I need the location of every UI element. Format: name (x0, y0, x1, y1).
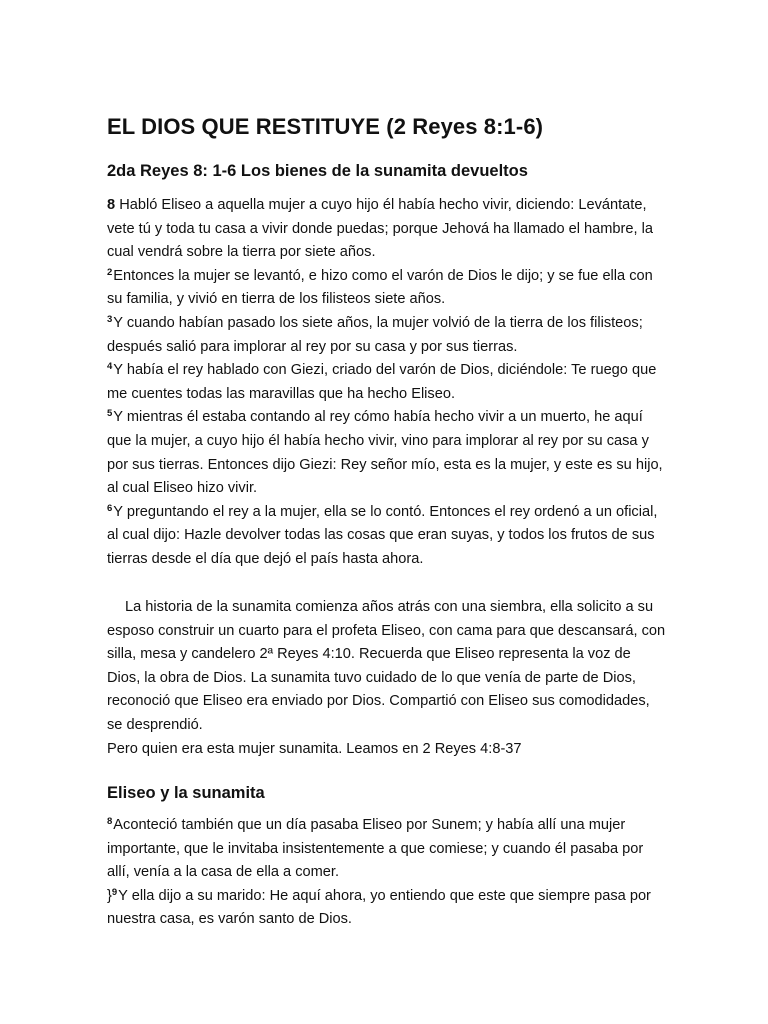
reflection-question: Pero quien era esta mujer sunamita. Leamos en 2 Reyes 4:8-37 (107, 740, 522, 757)
verse (107, 406, 667, 500)
reflection-paragraph: La historia de la sunamita comienza años atrás con una siembra, ella solicito a su esposo construir un cuarto para el profeta Eliseo, con cama para que descansará, con silla, mesa y candelero 2ª Reyes 4:10. Recuerda que Eliseo representa la voz de Dios, la obra de Dios. La sunamita tuvo cuidado de lo que venía de parte de Dios, reconoció que Eliseo era enviado por Dios. Compartió con Eliseo sus comodidades, se desprendió. (107, 599, 666, 733)
verse-number: 8 (107, 815, 113, 827)
verse-number: 2 (107, 266, 113, 278)
verse-text: Habló Eliseo a aquella mujer a cuyo hijo él había hecho vivir, diciendo: Levántate, vete tú y toda tu casa a vivir donde puedas; porque Jehová ha llamado el hambre, la cual vendrá sobre la tierra por siete años. (107, 197, 653, 261)
verse-number: 5 (107, 408, 113, 420)
verse-text: Y preguntando el rey a la mujer, ella se lo contó. Entonces el rey ordenó a un oficial, al cual dijo: Hazle devolver todas las cosas que eran suyas, y todos los frutos de sus tierras desde el día que dejó el país hasta ahora. (107, 503, 658, 567)
verse-text: Y cuando habían pasado los siete años, la mujer volvió de la tierra de los filisteos; después salió para implorar al rey por su casa y por sus tierras. (107, 314, 643, 355)
verse-number: 6 (107, 502, 113, 514)
document-title: EL DIOS QUE RESTITUYE (2 Reyes 8:1-6) (107, 114, 544, 139)
verse-number: 9 (111, 886, 118, 898)
passage-verses (107, 194, 667, 572)
verse-text: Entonces la mujer se levantó, e hizo como el varón de Dios le dijo; y se fue ella con su familia, y vivió en tierra de los filisteos siete años. (107, 267, 653, 308)
verse (107, 501, 667, 572)
verse (107, 194, 667, 265)
verse (107, 359, 667, 406)
verse-prefix: } (107, 887, 112, 904)
verse-text: Aconteció también que un día pasaba Eliseo por Sunem; y había allí una mujer importante, que le invitaba insistentemente a que comiese; y cuando él pasaba por allí, venía a la casa de ella a comer. (107, 817, 644, 881)
verse (107, 885, 667, 932)
verse-text: Y mientras él estaba contando al rey cómo había hecho vivir a un muerto, he aquí que la mujer, a cuyo hijo él había hecho vivir, vino para implorar al rey por su casa y por sus tierras. Entonces dijo Giezi: Rey señor mío, esta es la mujer, y este es su hijo, al cual Eliseo hizo vivir. (107, 409, 663, 497)
verse-text: Y ella dijo a su marido: He aquí ahora, yo entiendo que este que siempre pasa por nuestra casa, es varón santo de Dios. (107, 887, 651, 928)
verse (107, 265, 667, 312)
reflection-block (107, 596, 667, 761)
verse-text: Y había el rey hablado con Giezi, criado del varón de Dios, diciéndole: Te ruego que me cuentes todas las maravillas que ha hecho Eliseo. (107, 362, 657, 402)
verse-number: 8 (107, 197, 116, 213)
passage-heading: 2da Reyes 8: 1-6 Los bienes de la sunamita devueltos (107, 162, 528, 180)
section-heading: Eliseo y la sunamita (107, 784, 265, 802)
verse (107, 814, 667, 885)
verse-number: 3 (107, 313, 113, 325)
verse (107, 312, 667, 359)
section-verses (107, 814, 667, 932)
verse-number: 4 (107, 360, 113, 372)
